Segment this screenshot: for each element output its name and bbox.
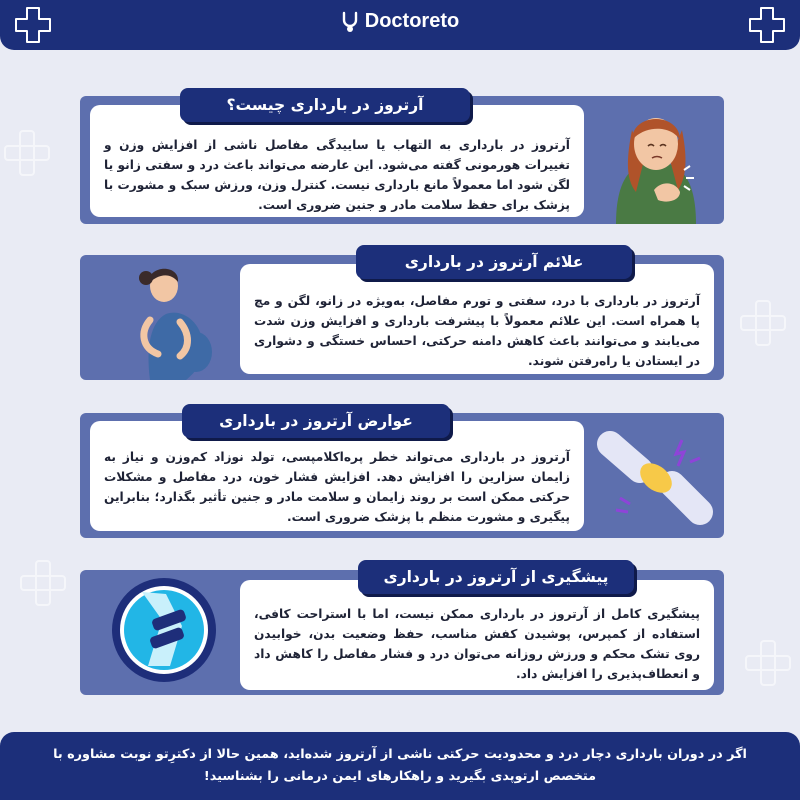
- section-symptoms-card: [240, 264, 714, 374]
- header-bar: [0, 0, 800, 50]
- section-complications-body: آرتروز در بارداری می‌تواند خطر پره‌اکلامپسی، تولد نوزاد کم‌وزن و نیاز به زایمان سزارین را افزایش دهد. افزایش فشار خون، درد مفاصل و مشکلات حرکتی ممکن است بر روند زایمان و سلامت مادر و جنین تأثیر بگذارد؛ بنابراین پیگیری و مشورت منظم با پزشک ضروری است.: [104, 450, 570, 524]
- stethoscope-logo-icon: [341, 11, 359, 33]
- section-what-is-title: آرتروز در بارداری چیست؟: [180, 88, 470, 122]
- section-complications-title: عوارض آرتروز در بارداری: [182, 404, 450, 438]
- background-cross-icon: [740, 300, 786, 346]
- footer-call-to-action: اگر در دوران بارداری دچار درد و محدودیت حرکتی ناشی از آرتروز شده‌اید، همین حالا از دکترِتو نوبت مشاوره با متخصص ارتوپدی بگیرید و راهکارهای ایمن درمانی را بشناسید!: [53, 747, 747, 784]
- background-cross-icon: [745, 640, 791, 686]
- section-symptoms-body: آرتروز در بارداری با درد، سفتی و تورم مفاصل، به‌ویژه در زانو، لگن و مچ پا همراه است. این علائم معمولاً با پیشرفت بارداری و افزایش وزن شدت می‌یابند و می‌توانند باعث کاهش دامنه حرکتی، احساس خستگی و دشواری در ایستادن یا راه‌رفتن شوند.: [254, 294, 700, 368]
- brand-name: Doctoreto: [364, 10, 460, 32]
- knee-joint-pain-illustration: [596, 418, 716, 536]
- section-prevention-body: پیشگیری کامل از آرتروز در بارداری ممکن نیست، اما با استراحت کافی، استفاده از کمپرس، پوشیدن کفش مناسب، حفظ وضعیت بدن، خوابیدن روی تشک محکم و ورزش روزانه می‌توان درد و فشار مفاصل را کاهش داد و انعطاف‌پذیری را افزایش داد.: [254, 607, 700, 681]
- knee-brace-illustration: [108, 574, 220, 686]
- pregnant-woman-back-pain-illustration: [110, 256, 230, 380]
- woman-chest-pain-illustration: [596, 100, 716, 224]
- section-what-is-body: آرتروز در بارداری به التهاب یا ساییدگی مفاصل ناشی از افزایش وزن و تغییرات هورمونی گفته می‌شود. این عارضه می‌تواند باعث درد و سفتی زانو یا لگن شود اما معمولاً مانع بارداری نیست. کنترل وزن، ورزش سبک و مشورت با پزشک برای حفظ سلامت مادر و جنین ضروری است.: [104, 138, 570, 212]
- section-prevention-card: [240, 580, 714, 690]
- section-prevention-title: پیشگیری از آرتروز در بارداری: [358, 560, 634, 594]
- brand-logo[interactable]: [0, 10, 800, 33]
- background-cross-icon: [20, 560, 66, 606]
- section-symptoms-title: علائم آرتروز در بارداری: [356, 245, 632, 279]
- footer-bar: [0, 732, 800, 800]
- background-cross-icon: [4, 130, 50, 176]
